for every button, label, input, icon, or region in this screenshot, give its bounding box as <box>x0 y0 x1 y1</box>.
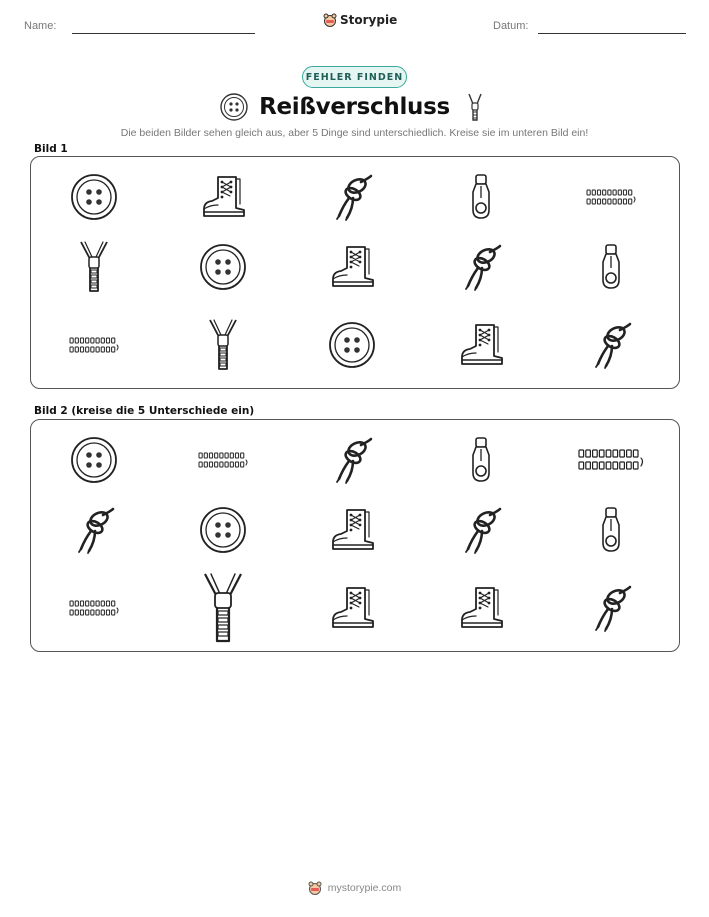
picture1-panel[interactable] <box>30 156 680 389</box>
brand <box>323 13 397 27</box>
picture2-boot-icon[interactable] <box>458 585 504 631</box>
picture2-zipper-teeth-icon[interactable] <box>198 452 248 468</box>
picture1-button-icon[interactable] <box>328 321 376 369</box>
picture1-zipper-pull-icon[interactable] <box>469 174 493 220</box>
footer-site: mystorypie.com <box>327 882 402 894</box>
picture2-panel[interactable] <box>30 419 680 652</box>
picture1-boot-icon[interactable] <box>329 244 375 290</box>
storypie-logo-icon <box>308 881 322 895</box>
date-label: Datum: <box>493 20 529 32</box>
picture2-boot-icon[interactable] <box>329 507 375 553</box>
picture2-lace-icon[interactable] <box>331 437 373 483</box>
picture2-zipper-pull-icon[interactable] <box>469 437 493 483</box>
picture2-button-icon[interactable] <box>70 436 118 484</box>
title-row <box>0 91 709 123</box>
picture2-lace-icon[interactable] <box>590 585 632 631</box>
brand-name: Storypie <box>340 13 398 27</box>
picture1-lace-icon[interactable] <box>460 244 502 290</box>
picture2-zipper-large-icon[interactable] <box>203 573 243 643</box>
picture1-button-icon[interactable] <box>70 173 118 221</box>
picture1-lace-icon[interactable] <box>331 174 373 220</box>
instructions: Die beiden Bilder sehen gleich aus, aber 5 Dinge sind unterschiedlich. Kreise sie im unteren Bild ein! <box>120 127 589 139</box>
zipper-icon <box>460 92 490 122</box>
footer <box>0 881 709 895</box>
storypie-logo-icon <box>323 13 337 27</box>
name-label: Name: <box>24 20 57 32</box>
picture2-button-icon[interactable] <box>199 506 247 554</box>
picture2-zipper-teeth-large-icon[interactable] <box>578 449 644 471</box>
picture1-lace-icon[interactable] <box>590 322 632 368</box>
picture2-lace-icon[interactable] <box>73 507 115 553</box>
name-line[interactable] <box>72 33 255 34</box>
picture1-boot-icon[interactable] <box>200 174 246 220</box>
picture1-zipper-teeth-icon[interactable] <box>586 189 636 205</box>
picture1-zipper-pull-icon[interactable] <box>599 244 623 290</box>
picture1-zipper-icon[interactable] <box>208 319 238 371</box>
picture2-lace-icon[interactable] <box>460 507 502 553</box>
picture1-zipper-icon[interactable] <box>79 241 109 293</box>
picture1-boot-icon[interactable] <box>458 322 504 368</box>
picture2-zipper-pull-icon[interactable] <box>599 507 623 553</box>
page-title: Reißverschluss <box>259 94 450 120</box>
button-icon <box>219 92 249 122</box>
picture1-zipper-teeth-icon[interactable] <box>69 337 119 353</box>
picture1-label: Bild 1 <box>34 143 68 155</box>
date-line[interactable] <box>538 33 686 34</box>
picture1-button-icon[interactable] <box>199 243 247 291</box>
picture2-label: Bild 2 (kreise die 5 Unterschiede ein) <box>34 405 255 417</box>
category-tag: FEHLER FINDEN <box>302 66 407 88</box>
picture2-boot-icon[interactable] <box>329 585 375 631</box>
picture2-zipper-teeth-icon[interactable] <box>69 600 119 616</box>
